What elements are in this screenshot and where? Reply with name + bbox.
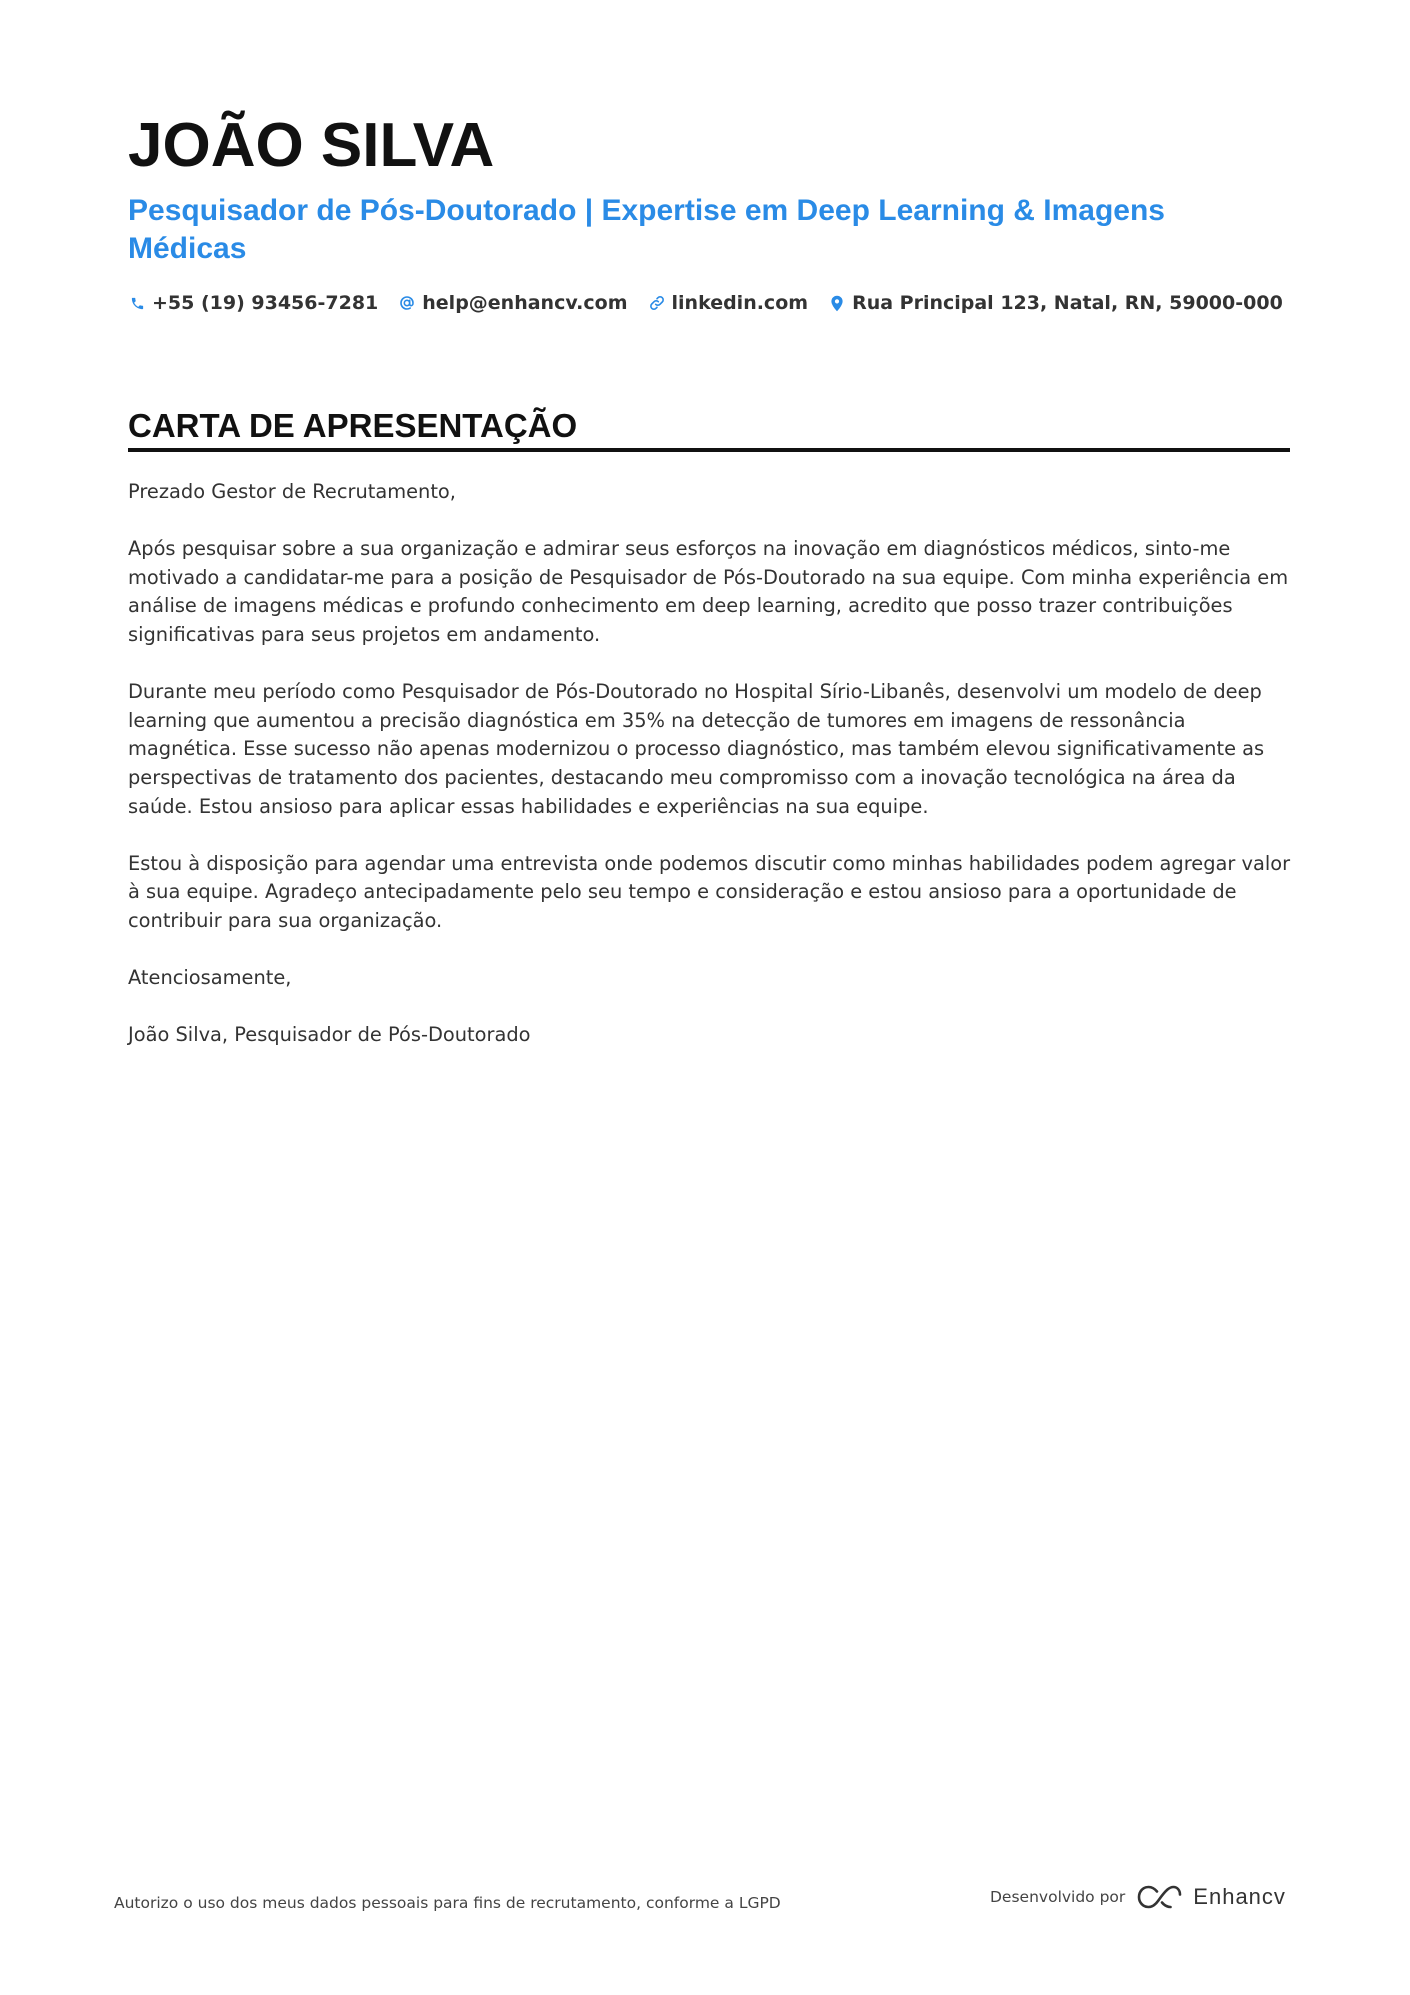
letter-body [128,478,1293,1078]
letter-signature: João Silva, Pesquisador de Pós-Doutorado [128,1023,531,1047]
contact-linkedin[interactable] [648,292,809,314]
consent-note: Autorizo o uso dos meus dados pessoais para fins de recrutamento, conforme a LGPD [114,1894,781,1912]
contact-phone [128,292,378,314]
contact-email[interactable] [398,292,627,314]
letter-paragraph: Após pesquisar sobre a sua organização e admirar seus esforços na inovação em diagnósticos médicos, sinto-me motivado a candidatar-me para a posição de Pesquisador de Pós-Doutorado na sua equipe. Com minha experiência em análise de imagens médicas e profundo conhecimento em deep learning, acredito que posso trazer contribuições significativas para seus projetos em andamento. [128,537,1289,646]
letter-paragraph: Estou à disposição para agendar uma entrevista onde podemos discutir como minhas habilidades podem agregar valor à sua equipe. Agradeço antecipadamente pelo seu tempo e consideração e estou ansioso para a oportunidade de contribuir para sua organização. [128,851,1291,932]
contact-linkedin-text[interactable]: linkedin.com [671,292,809,314]
contact-address-text: Rua Principal 123, Natal, RN, 59000-000 [852,292,1283,314]
letter-paragraph: Durante meu período como Pesquisador de Pós-Doutorado no Hospital Sírio-Libanês, desenvolvi um modelo de deep learning que aumentou a precisão diagnóstica em 35% na detecção de tumores em imagens de ressonância magnética. Esse sucesso não apenas modernizou o processo diagnóstico, mas também elevou significativamente as perspectivas de tratamento dos pacientes, destacando meu compromisso com a inovação tecnológica na área da saúde. Estou ansioso para aplicar essas habilidades e experiências na sua equipe. [128,680,1265,818]
at-icon [398,293,416,313]
powered-by-label: Desenvolvido por [990,1888,1126,1906]
phone-icon [128,293,146,313]
enhancv-logo-icon [1137,1885,1183,1909]
contact-info [128,292,1303,314]
section-title: CARTA DE APRESENTAÇÃO [128,407,578,444]
contact-email-text[interactable]: help@enhancv.com [422,292,628,314]
header [128,108,1288,268]
brand-name[interactable]: Enhancv [1193,1884,1286,1909]
candidate-name: JOÃO SILVA [128,111,495,180]
location-pin-icon [828,293,846,313]
contact-address [828,292,1283,314]
letter-salutation: Prezado Gestor de Recrutamento, [128,480,456,503]
letter-closing: Atenciosamente, [128,966,292,990]
candidate-title: Pesquisador de Pós-Doutorado | Expertise em Deep Learning & Imagens Médicas [128,194,1165,265]
section-divider [128,448,1290,452]
link-icon [648,293,666,313]
powered-by[interactable] [990,1884,1286,1910]
contact-phone-text: +55 (19) 93456-7281 [152,292,379,314]
